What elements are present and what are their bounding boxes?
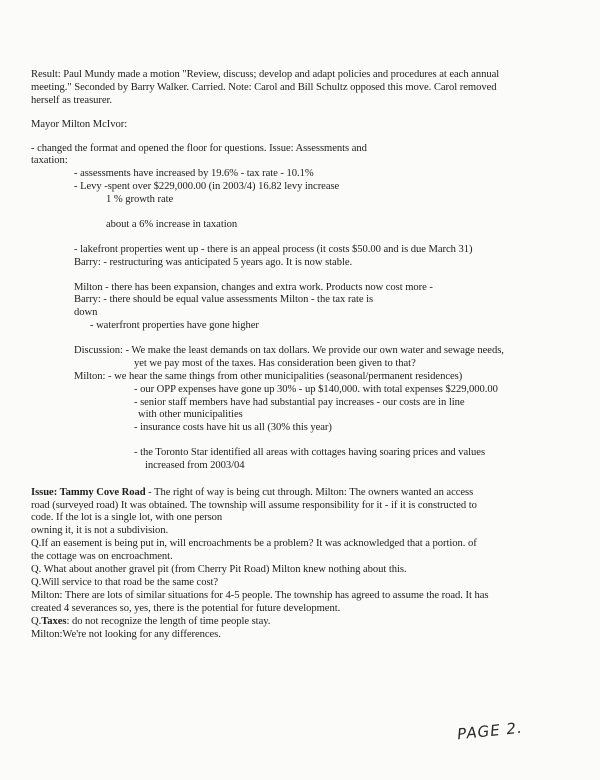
levy-bullet: - Levy -spent over $229,000.00 (in 2003/4) 16.82 levy increase — [74, 181, 340, 192]
staff-bullet-cont: with other municipalities — [138, 409, 243, 420]
milton-expansion: Milton - there has been expansion, changes and extra work. Products now cost more - — [74, 282, 433, 293]
lakefront-bullet: - lakefront properties went up - there is an appeal process (it costs $50.00 and is due March 31) — [74, 244, 473, 255]
opp-bullet: - our OPP expenses have gone up 30% - up $140,000. with total expenses $229,000.00 — [134, 384, 498, 395]
easement-question: Q.If an easement is being put in, will encroachments be a problem? It was acknowledged that a portion. of — [31, 538, 477, 549]
gravel-pit-question: Q. What about another gravel pit (from Cherry Pit Road) Milton knew nothing about this. — [31, 564, 407, 575]
result-line-1: Result: Paul Mundy made a motion "Review, discuss; develop and adapt policies and procedures at each annual — [31, 69, 500, 80]
milton-reply: Milton: - we hear the same things from other municipalities (seasonal/permanent residences) — [74, 371, 463, 382]
issue-text: - The right of way is being cut through. Milton: The owners wanted an access — [145, 487, 474, 498]
service-question: Q.Will service to that road be the same cost? — [31, 577, 219, 588]
page-number-handwritten: PAGE 2. — [456, 718, 524, 744]
issue-heading: Issue: Tammy Cove Road — [31, 487, 146, 498]
assessments-bullet: - assessments have increased by 19.6% - tax rate - 10.1% — [74, 168, 314, 179]
toronto-star-cont: increased from 2003/04 — [145, 460, 245, 471]
easement-cont: the cottage was on encroachment. — [31, 551, 173, 562]
format-line: - changed the format and opened the floor for questions. Issue: Assessments and — [31, 143, 367, 154]
result-line-2: meeting." Seconded by Barry Walker. Carried. Note: Carol and Bill Schultz opposed this move. Carol removed — [31, 82, 497, 93]
taxes-label: Taxes — [41, 616, 67, 627]
discussion-line-2: yet we pay most of the taxes. Has consideration been given to that? — [134, 358, 416, 369]
waterfront-bullet: - waterfront properties have gone higher — [90, 320, 259, 331]
taxes-text: : do not recognize the length of time people stay. — [66, 616, 271, 627]
down-line: down — [74, 307, 98, 318]
barry-equal-value: Barry: - there should be equal value assessments Milton - the tax rate is — [74, 294, 374, 305]
insurance-bullet: - insurance costs have hit us all (30% this year) — [134, 422, 332, 433]
toronto-star-bullet: - the Toronto Star identified all areas with cottages having soaring prices and values — [134, 447, 486, 458]
discussion-line-1: Discussion: - We make the least demands on tax dollars. We provide our own water and sewage needs, — [74, 345, 504, 356]
result-line-3: herself as treasurer. — [31, 95, 113, 106]
road-line-3: owning it, it is not a subdivision. — [31, 525, 169, 536]
tax-increase-line: about a 6% increase in taxation — [106, 219, 238, 230]
mayor-heading: Mayor Milton McIvor: — [31, 119, 128, 130]
road-line-2: code. If the lot is a single lot, with one person — [31, 512, 223, 523]
growth-rate-line: 1 % growth rate — [106, 194, 174, 205]
staff-bullet: - senior staff members have had substantial pay increases - our costs are in line — [134, 397, 465, 408]
taxes-q-prefix: Q. — [31, 616, 42, 627]
road-line-1: road (surveyed road) It was obtained. The township will assume responsibility for it - if it is constructed to — [31, 500, 477, 511]
taxes-question — [31, 616, 270, 628]
barry-restructuring: Barry: - restructuring was anticipated 5 years ago. It is now stable. — [74, 257, 353, 268]
severances-line: created 4 severances so, yes, there is the potential for future development. — [31, 603, 341, 614]
milton-differences: Milton:We're not looking for any differences. — [31, 629, 221, 640]
issue-line — [31, 487, 473, 499]
milton-situations: Milton: There are lots of similar situations for 4-5 people. The township has agreed to assume the road. It has — [31, 590, 489, 601]
taxation-line: taxation: — [31, 155, 68, 166]
